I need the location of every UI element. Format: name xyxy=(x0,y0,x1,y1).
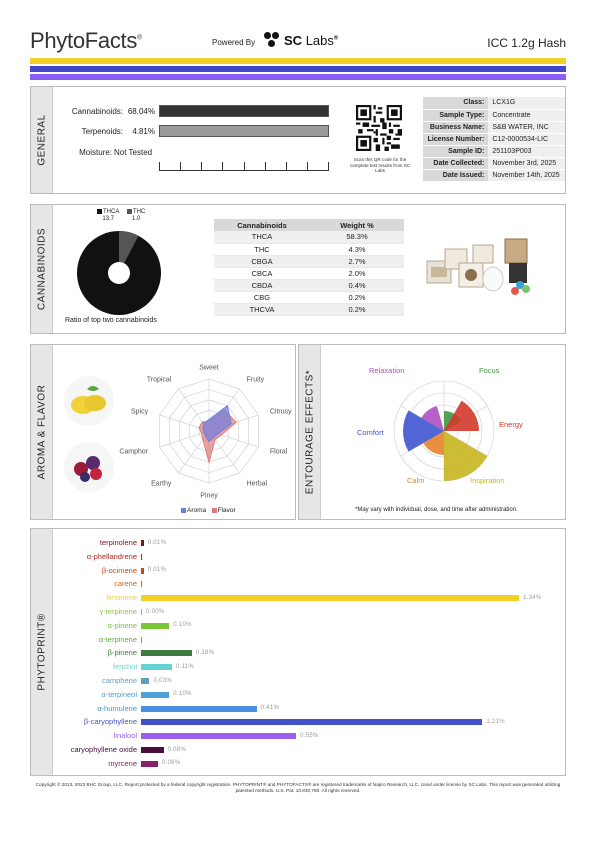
info-row: Business Name: S&B WATER, INC xyxy=(423,121,565,133)
terpene-value: 0.10% xyxy=(173,622,192,629)
pie-caption: Ratio of top two cannabinoids xyxy=(65,317,157,324)
powered-by-label: Powered By xyxy=(212,38,256,47)
terpene-bar xyxy=(141,623,169,629)
sc-labs-mark-icon xyxy=(264,32,280,48)
terpene-label: α-phellandrene xyxy=(86,551,137,561)
terpene-bar xyxy=(141,692,169,698)
terpene-label: α-terpineol xyxy=(101,689,137,699)
effect-inspiration: Inspiration xyxy=(470,476,505,485)
info-row: Date Collected: November 3rd, 2025 xyxy=(423,157,565,169)
pie-legend-thc: THC 1.0 xyxy=(127,209,145,222)
terpene-value: 0.18% xyxy=(195,649,215,656)
qr-code[interactable] xyxy=(356,105,402,151)
terpene-bars xyxy=(141,529,561,777)
terpene-label: β-ocimene xyxy=(101,565,137,575)
berries-icon xyxy=(63,441,115,493)
cannabinoids-tab: CANNABINOIDS xyxy=(31,205,53,333)
terpene-bar xyxy=(141,761,158,767)
sample-info-table xyxy=(423,97,565,182)
terpene-label: myrcene xyxy=(108,758,137,768)
terpene-bar xyxy=(141,719,482,725)
terpene-value: 0.01% xyxy=(147,567,167,574)
entourage-section xyxy=(298,344,566,520)
cannabinoids-label: Cannabinoids: xyxy=(71,107,123,116)
terpene-bar xyxy=(141,581,142,587)
entourage-tab: ENTOURAGE EFFECTS* xyxy=(299,345,321,519)
terpene-bar xyxy=(141,733,296,739)
info-row: Class: LCX1G xyxy=(423,97,565,109)
info-row: Sample Type: Concentrate xyxy=(423,109,565,121)
terpene-label: caryophyllene oxide xyxy=(70,745,137,754)
terpene-bar xyxy=(141,678,149,684)
sc-labs-logo: SC Labs® xyxy=(264,32,338,48)
info-row: Sample ID: 251103P003 xyxy=(423,145,565,157)
terpene-bar xyxy=(141,664,172,670)
terpene-label: α-pinene xyxy=(107,620,137,630)
terpene-value: 0.08% xyxy=(167,746,187,753)
terpene-label: linalool xyxy=(113,731,137,741)
terpene-bar xyxy=(141,747,164,753)
effect-comfort: Comfort xyxy=(357,428,384,437)
footer-copyright: Copyright © 2013, 2023 BHC Group, LLC. Report protected by a federal copyright registration. PHYTOPRINT® and PHYTOFACTS® are registered trademarks of Napro Research, LLC. Used under license by SC Labs. This report was generated utilizing patented methods. U.S. Pat. 10,830,780. All rights reserved. xyxy=(35,782,561,794)
general-tab: GENERAL xyxy=(31,87,53,193)
terpene-bar xyxy=(141,637,142,643)
radar-axis-label: Piney xyxy=(200,492,218,500)
cannabinoids-bar xyxy=(159,105,329,117)
aroma-flavor-radar-chart xyxy=(119,357,295,507)
header-stripes xyxy=(30,58,566,82)
phytofacts-logo: PhytoFacts® xyxy=(30,28,142,53)
terpene-value: 0.10% xyxy=(173,691,192,698)
phytoprint-tab: PHYTOPRINT® xyxy=(31,529,53,775)
effect-energy: Energy xyxy=(499,420,523,429)
scale-ruler xyxy=(159,163,329,171)
terpene-value: 0.06% xyxy=(161,760,181,767)
cannabinoids-value: 68.04% xyxy=(127,107,155,116)
effect-relaxation: Relaxation xyxy=(369,366,405,375)
terpene-value: 1.34% xyxy=(523,594,542,601)
terpene-label: γ-terpinene xyxy=(99,607,137,616)
cannabinoid-table: Cannabinoids Weight % THCA 58.3% THC 4.3% CBGA 2.7% CBCA 2.0% CBDA 0.4% CBG 0.2% THCVA 0.2% xyxy=(214,219,404,316)
terpene-label: β-pinene xyxy=(107,648,137,658)
table-row: CBGA 2.7% xyxy=(214,255,404,267)
terpene-value: 0.01% xyxy=(147,539,167,546)
terpene-value: 1.21% xyxy=(486,718,505,725)
aroma-legend: Aroma Flavor xyxy=(181,507,236,514)
terpene-value: 0.00% xyxy=(146,608,165,615)
radar-axis-label: Spicy xyxy=(131,408,149,416)
terpenoids-value: 4.81% xyxy=(132,127,155,136)
table-row: THC 4.3% xyxy=(214,243,404,255)
terpene-bar xyxy=(141,595,519,601)
cannabinoid-ratio-pie xyxy=(75,229,163,317)
table-row: CBG 0.2% xyxy=(214,291,404,303)
product-title: ICC 1.2g Hash xyxy=(487,36,566,50)
pie-legend-thca: THCA 13.7 xyxy=(97,209,119,222)
table-row: CBDA 0.4% xyxy=(214,279,404,291)
effect-calm: Calm xyxy=(407,476,425,485)
info-row: Date Issued: November 14th, 2025 xyxy=(423,169,565,181)
terpene-bar xyxy=(141,554,142,560)
qr-note: Scan this QR code for the complete test results from SC Labs xyxy=(349,157,411,173)
table-row: CBCA 2.0% xyxy=(214,267,404,279)
terpene-label: limonene xyxy=(106,593,137,603)
aroma-flavor-tab: AROMA & FLAVOR xyxy=(31,345,53,519)
moisture-value: Not Tested xyxy=(114,148,153,157)
phytoprint-section xyxy=(30,528,566,776)
terpene-label: fenchol xyxy=(112,662,137,672)
entourage-effects-chart xyxy=(349,365,539,493)
radar-axis-label: Sweet xyxy=(199,364,219,372)
general-section xyxy=(30,86,566,194)
radar-axis-label: Citrusy xyxy=(269,408,292,416)
info-row: License Number: C12-0000534-LIC xyxy=(423,133,565,145)
terpene-label: camphene xyxy=(101,676,137,685)
radar-axis-label: Earthy xyxy=(151,480,172,488)
terpene-label: β-caryophyllene xyxy=(83,717,137,727)
terpene-label: carene xyxy=(114,579,137,589)
effect-focus: Focus xyxy=(479,366,500,375)
terpene-names xyxy=(55,529,137,777)
product-image xyxy=(423,235,535,305)
terpenoids-bar xyxy=(159,125,329,137)
terpene-label: terpinolene xyxy=(99,538,137,547)
radar-axis-label: Floral xyxy=(269,448,288,456)
terpene-bar xyxy=(141,609,142,615)
terpene-bar xyxy=(141,568,144,574)
terpene-value: 0.03% xyxy=(153,677,172,684)
terpene-value: 0.55% xyxy=(300,732,319,739)
report-header xyxy=(30,28,570,56)
terpene-label: α-humulene xyxy=(97,703,137,713)
entourage-note: *May vary with individual, dose, and time after administration. xyxy=(355,507,518,513)
aroma-flavor-section xyxy=(30,344,296,520)
cannabinoids-section xyxy=(30,204,566,334)
terpene-bar xyxy=(141,650,192,656)
radar-axis-label: Tropical xyxy=(146,376,172,384)
terpene-value: 0.41% xyxy=(260,705,280,712)
terpene-bar xyxy=(141,540,144,546)
terpene-bar xyxy=(141,706,257,712)
terpene-label: α-terpinene xyxy=(98,634,137,644)
table-row: THCVA 0.2% xyxy=(214,303,404,315)
terpenoids-label: Terpenoids: xyxy=(81,127,123,136)
radar-axis-label: Camphor xyxy=(119,448,149,456)
lemon-icon xyxy=(63,375,115,427)
radar-axis-label: Fruity xyxy=(246,376,265,384)
radar-axis-label: Herbal xyxy=(246,480,268,488)
moisture-label: Moisture: xyxy=(79,148,112,157)
table-row: THCA 58.3% xyxy=(214,231,404,243)
terpene-value: 0.11% xyxy=(176,663,195,670)
